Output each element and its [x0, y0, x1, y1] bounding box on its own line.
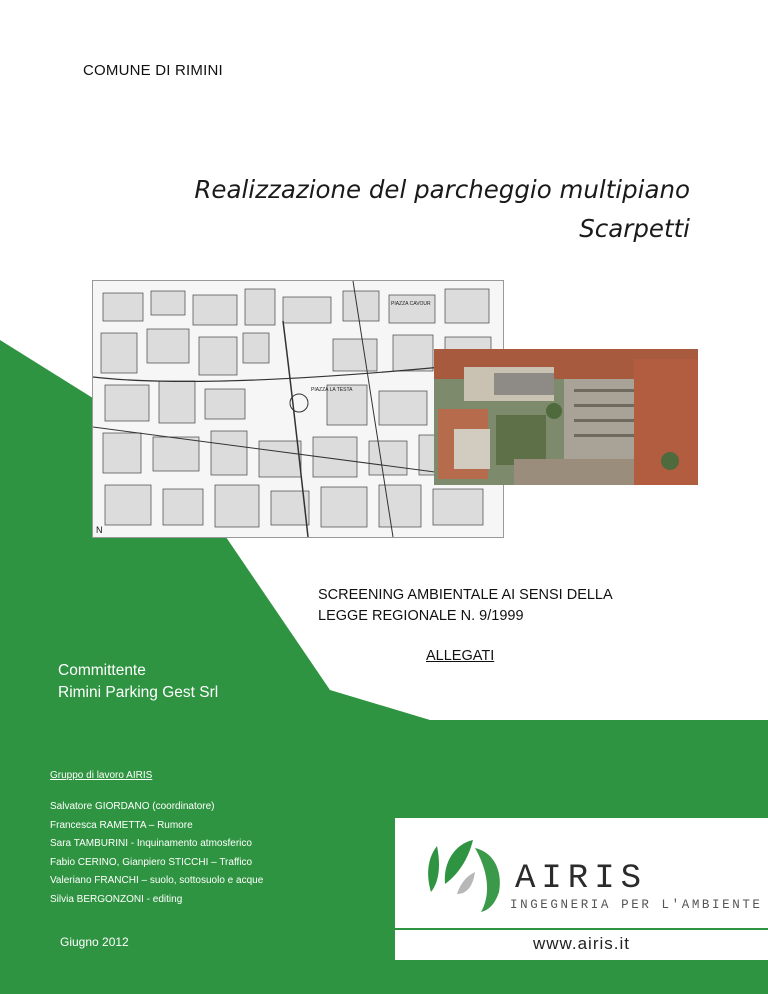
team-member: Silvia BERGONZONI - editing [50, 893, 183, 905]
map-label-piazza-la-testa: PIAZZA LA TESTA [311, 387, 353, 393]
committente-name: Rimini Parking Gest Srl [58, 684, 219, 701]
team-member: Francesca RAMETTA – Rumore [50, 819, 193, 831]
team-member: Fabio CERINO, Gianpiero STICCHI – Traffico [50, 856, 253, 868]
team-member: Valeriano FRANCHI – suolo, sottosuolo e acque [50, 875, 264, 886]
screening-line-1: SCREENING AMBIENTALE AI SENSI DELLA [318, 587, 613, 603]
screening-heading [318, 585, 613, 627]
municipality-heading: COMUNE DI RIMINI [83, 62, 223, 79]
team-heading: Gruppo di lavoro AIRIS [50, 770, 153, 781]
team-list [50, 798, 263, 909]
airis-leaf-icon [423, 832, 513, 918]
logo-tagline: INGEGNERIA PER L'AMBIENTE [510, 898, 763, 912]
airis-logo [395, 818, 768, 928]
aerial-photo [434, 349, 698, 485]
page-title [70, 170, 690, 248]
north-arrow-icon: N [96, 525, 103, 535]
website-link[interactable]: www.airis.it [532, 934, 630, 953]
team-member: Salvatore GIORDANO (coordinatore) [50, 801, 215, 812]
map-label-piazza-cavour: PIAZZA CAVOUR [391, 301, 431, 307]
screening-line-2: LEGGE REGIONALE N. 9/1999 [318, 608, 524, 624]
aerial-photo-drawing [434, 349, 698, 485]
website-box [395, 930, 768, 960]
logo-name: AIRIS [515, 860, 648, 898]
committente-block [58, 660, 218, 704]
allegati-label: ALLEGATI [426, 648, 495, 664]
title-line-1: Realizzazione del parcheggio multipiano [194, 175, 690, 204]
publication-date: Giugno 2012 [60, 935, 129, 949]
committente-label: Committente [58, 662, 146, 679]
team-member: Sara TAMBURINI - Inquinamento atmosferico [50, 838, 252, 849]
title-line-2: Scarpetti [579, 214, 690, 243]
